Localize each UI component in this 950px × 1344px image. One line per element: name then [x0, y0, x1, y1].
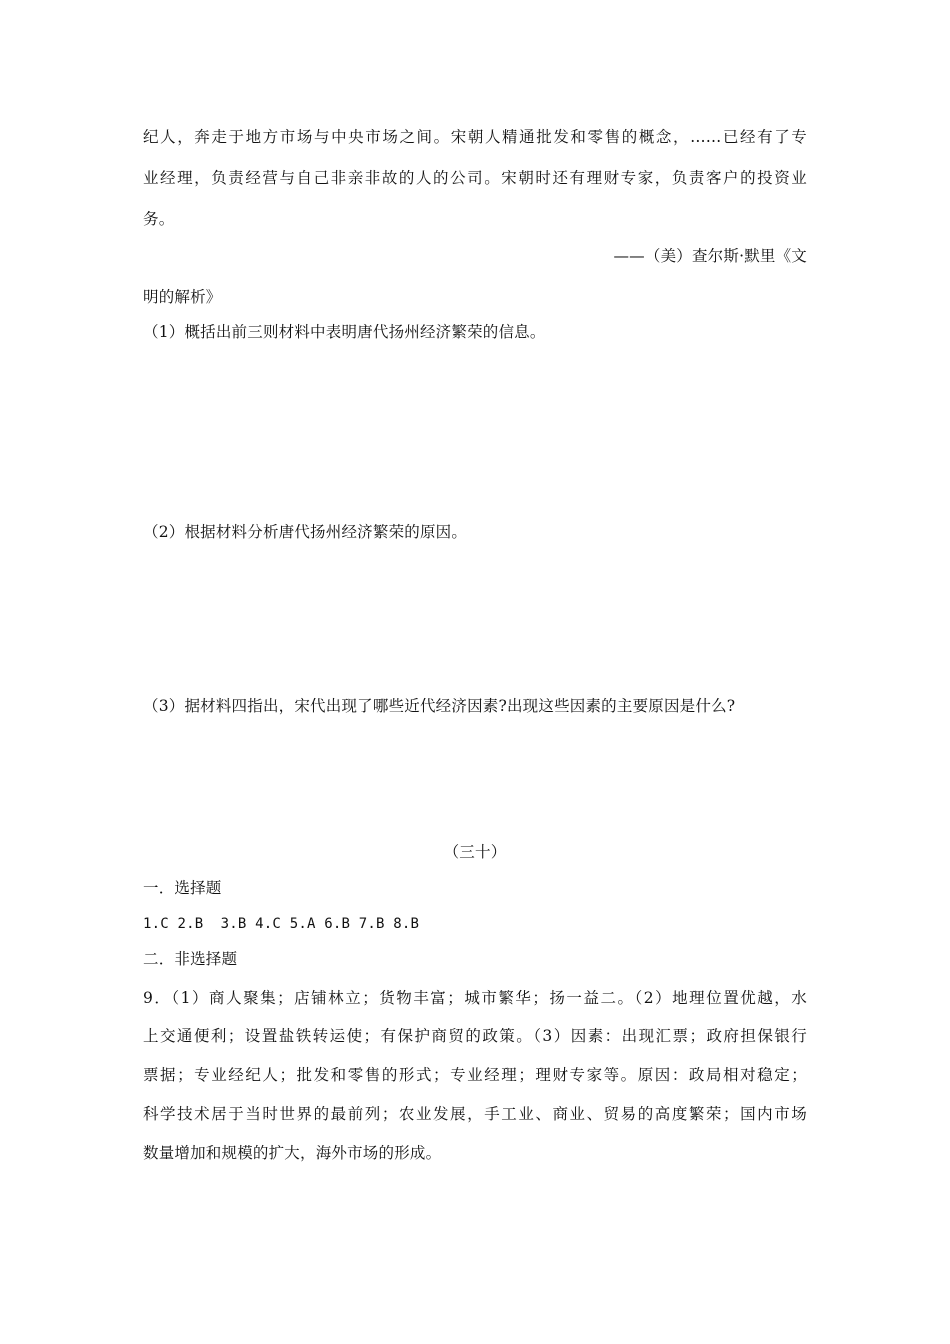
- answer-9-line-2: 上交通便利；设置盐铁转运使；有保护商贸的政策。（3）因素：出现汇票；政府担保银行: [143, 1027, 807, 1045]
- question-2: （2）根据材料分析唐代扬州经济繁荣的原因。: [143, 523, 468, 541]
- answer-9-line-4: 科学技术居于当时世界的最前列；农业发展，手工业、商业、贸易的高度繁荣；国内市场: [143, 1105, 807, 1123]
- answer-9-line-5: 数量增加和规模的扩大，海外市场的形成。: [143, 1144, 442, 1162]
- material4-source: ——（美）查尔斯·默里《文: [613, 247, 807, 265]
- answer-9-line-1: 9．（1）商人聚集；店铺林立；货物丰富；城市繁华；扬一益二。（2）地理位置优越，水: [143, 989, 807, 1007]
- material4-line-2: 业经理，负责经营与自己非亲非故的人的公司。宋朝时还有理财专家，负责客户的投资业: [143, 169, 807, 187]
- material4-line-1: 纪人，奔走于地方市场与中央市场之间。宋朝人精通批发和零售的概念，……已经有了专: [143, 128, 807, 146]
- answer-9-line-3: 票据；专业经纪人；批发和零售的形式；专业经理；理财专家等。原因：政局相对稳定；: [143, 1066, 807, 1084]
- question-3: （3）据材料四指出，宋代出现了哪些近代经济因素?出现这些因素的主要原因是什么?: [143, 697, 736, 715]
- section-nonchoice-heading: 二．非选择题: [143, 950, 238, 968]
- section-choice-heading: 一．选择题: [143, 879, 222, 897]
- question-1: （1）概括出前三则材料中表明唐代扬州经济繁荣的信息。: [143, 323, 546, 341]
- answer-title: （三十）: [443, 843, 507, 861]
- choice-answers: 1.C 2.B 3.B 4.C 5.A 6.B 7.B 8.B: [143, 916, 420, 932]
- material4-line-3: 务。: [143, 210, 175, 228]
- material4-source-continued: 明的解析》: [143, 288, 222, 306]
